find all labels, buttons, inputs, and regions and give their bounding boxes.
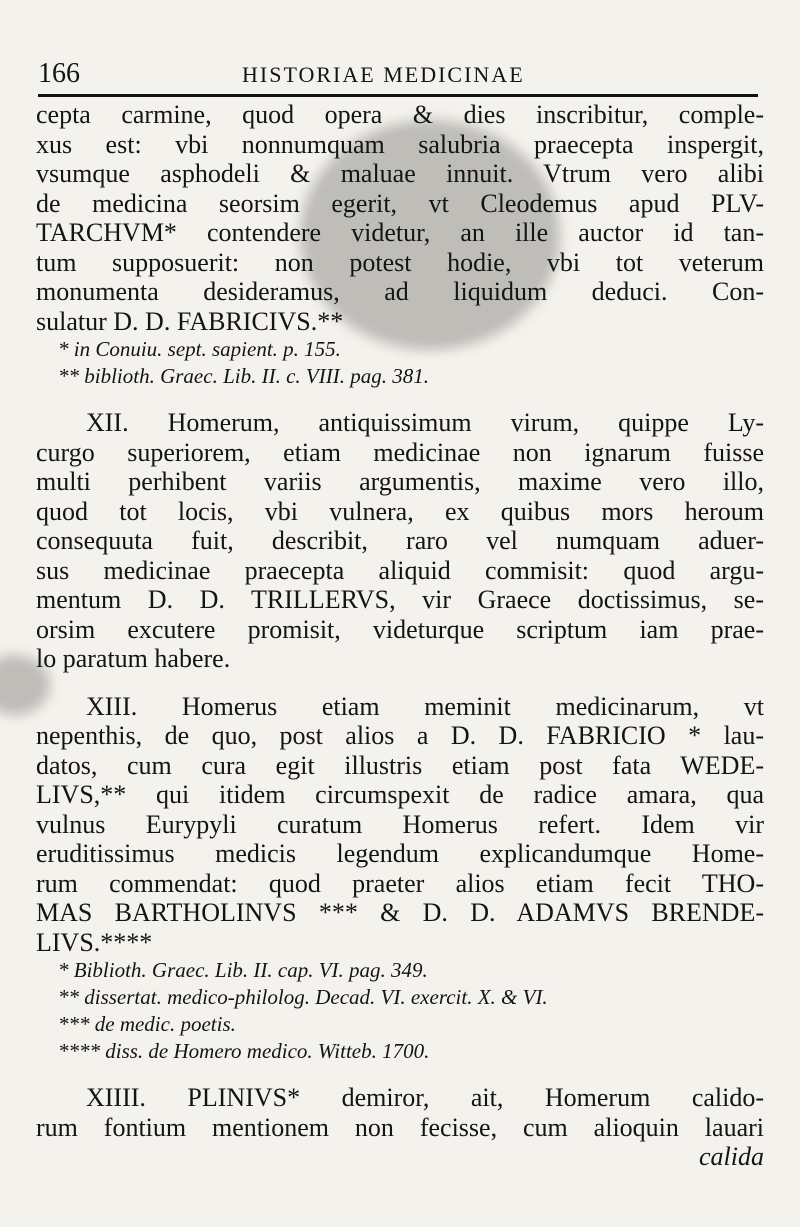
text-line: XIII. Homerus etiam meminit medicinarum, vt [86, 691, 764, 721]
catchword: calida [699, 1142, 764, 1171]
footnotes-second [36, 957, 764, 1065]
text-line: LIVS.**** [36, 927, 153, 957]
text-line: lo paratum habere. [36, 644, 231, 673]
text-line: mentum D. D. TRILLERVS, vir Graece doctissimus, se- [36, 585, 764, 614]
text-line: XII. Homerum, antiquissimum virum, quippe Ly- [86, 408, 764, 437]
paragraph-xii [36, 408, 764, 674]
page-header [38, 52, 758, 92]
text-line: vsumque asphodeli & maluae innuit. Vtrum vero alibi [36, 159, 764, 188]
text-line: MAS BARTHOLINVS *** & D. D. ADAMVS BRENDE- [36, 898, 764, 927]
running-title: HISTORIAE MEDICINAE [242, 62, 525, 87]
paragraph-xiii [36, 692, 764, 958]
footnote: * Biblioth. Graec. Lib. II. cap. VI. pag. 349. [58, 958, 428, 982]
text-line: orsim excutere promisit, videturque scriptum iam prae- [36, 614, 764, 644]
text-line: nepenthis, de quo, post alios a D. D. FABRICIO * lau- [36, 721, 764, 750]
footnote: * in Conuiu. sept. sapient. p. 155. [58, 337, 341, 361]
text-line: eruditissimus medicis legendum explicandumque Home- [36, 839, 764, 868]
text-line: de medicina seorsim egerit, vt Cleodemus apud PLV- [36, 188, 764, 218]
text-line: datos, cum cura egit illustris etiam post fata WEDE- [36, 750, 764, 780]
text-line: vulnus Eurypyli curatum Homerus refert. Idem vir [36, 809, 764, 839]
text-line: consequuta fuit, describit, raro vel numquam aduer- [36, 526, 764, 555]
text-line: XIIII. PLINIVS* demiror, ait, Homerum calido- [86, 1083, 764, 1112]
paragraph-continuation [36, 100, 764, 336]
text-line: monumenta desideramus, ad liquidum deduci. Con- [36, 277, 764, 306]
footnote: ** dissertat. medico-philolog. Decad. VI. exercit. X. & VI. [58, 985, 548, 1009]
footnotes-first [36, 336, 764, 390]
text-line: curgo superiorem, etiam medicinae non ignarum fuisse [36, 437, 764, 467]
text-line: LIVS,** qui itidem circumspexit de radice amara, qua [36, 780, 764, 809]
text-line: sulatur D. D. FABRICIVS.** [36, 306, 344, 336]
footnote: **** diss. de Homero medico. Witteb. 1700. [58, 1039, 430, 1063]
text-line: TARCHVM* contendere videtur, an ille auctor id tan- [36, 218, 764, 247]
text-line: cepta carmine, quod opera & dies inscribitur, comple- [36, 100, 764, 129]
text-line: xus est: vbi nonnumquam salubria praecepta inspergit, [36, 129, 764, 159]
text-line: quod tot locis, vbi vulnera, ex quibus mors heroum [36, 496, 764, 526]
text-line: rum commendat: quod praeter alios etiam fecit THO- [36, 868, 764, 898]
text-line: multi perhibent variis argumentis, maxime vero illo, [36, 467, 764, 496]
text-line: rum fontium mentionem non fecisse, cum alioquin lauari [36, 1112, 764, 1142]
footnote: ** biblioth. Graec. Lib. II. c. VIII. pag. 381. [58, 364, 429, 388]
header-rule [38, 94, 758, 97]
body-text [36, 100, 764, 1172]
page-number: 166 [38, 58, 80, 89]
text-line: sus medicinae praecepta aliquid commisit: quod argu- [36, 555, 764, 585]
text-line: tum supposuerit: non potest hodie, vbi tot veterum [36, 247, 764, 277]
footnote: *** de medic. poetis. [58, 1012, 236, 1036]
paragraph-xiiii [36, 1083, 764, 1142]
